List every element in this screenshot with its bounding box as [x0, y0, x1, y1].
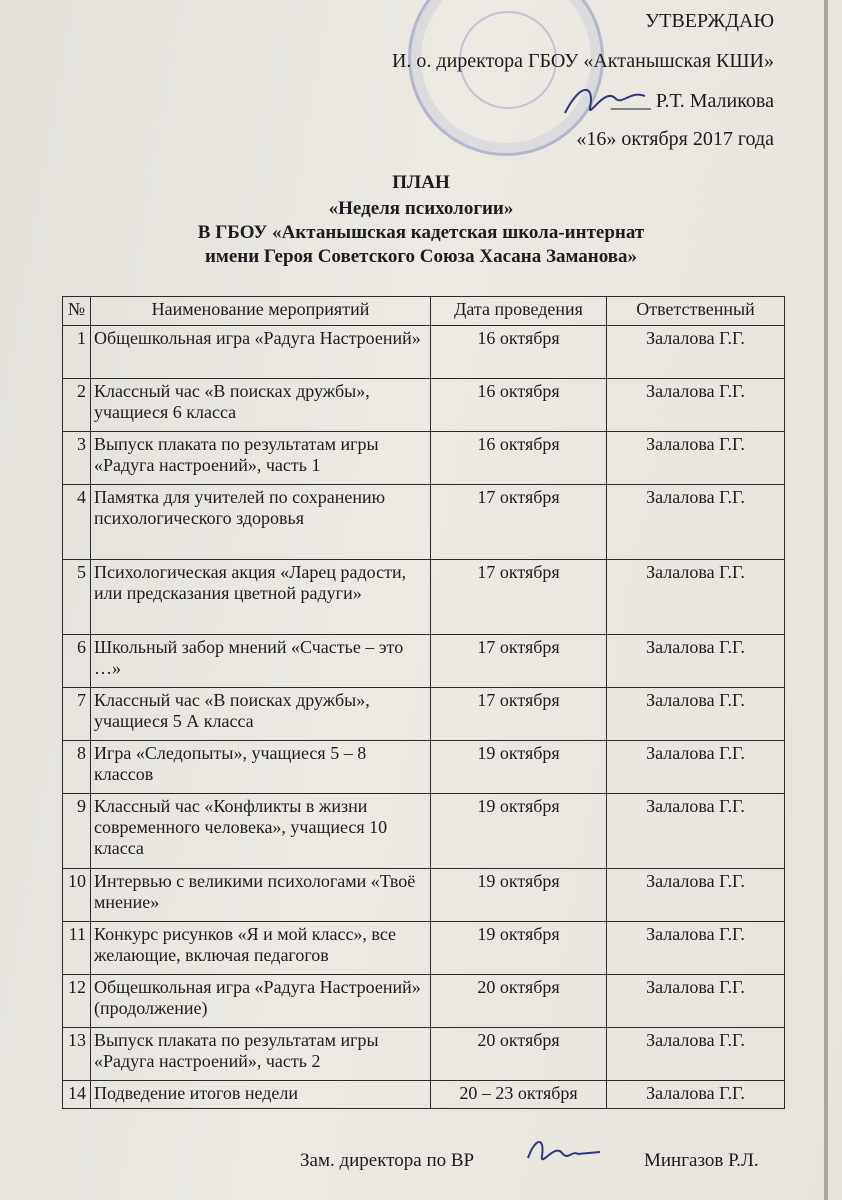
- row-responsible: Залалова Г.Г.: [607, 326, 785, 379]
- plan-title: ПЛАН: [392, 172, 450, 193]
- row-number: 14: [63, 1081, 91, 1109]
- row-date: 17 октября: [431, 560, 607, 635]
- table-row: [63, 869, 785, 922]
- row-event-name: Подведение итогов недели: [91, 1081, 431, 1109]
- row-responsible: Залалова Г.Г.: [607, 794, 785, 869]
- table-row: [63, 1081, 785, 1109]
- row-number: 2: [63, 379, 91, 432]
- row-event-name: Школьный забор мнений «Счастье – это …»: [91, 635, 431, 688]
- plan-school-line: В ГБОУ «Актанышская кадетская школа-интернат: [197, 222, 645, 243]
- header-responsible: Ответственный: [607, 297, 785, 326]
- row-number: 9: [63, 794, 91, 869]
- row-responsible: Залалова Г.Г.: [607, 560, 785, 635]
- table-row: [63, 688, 785, 741]
- row-event-name: Классный час «В поисках дружбы», учащиеся 5 А класса: [91, 688, 431, 741]
- row-event-name: Классный час «Конфликты в жизни современного человека», учащиеся 10 класса: [91, 794, 431, 869]
- table-row: [63, 326, 785, 379]
- row-responsible: Залалова Г.Г.: [607, 635, 785, 688]
- table-row: [63, 432, 785, 485]
- row-date: 16 октября: [431, 379, 607, 432]
- row-event-name: Интервью с великими психологами «Твоё мнение»: [91, 869, 431, 922]
- row-date: 16 октября: [431, 326, 607, 379]
- events-table: [62, 296, 785, 1109]
- row-number: 7: [63, 688, 91, 741]
- table-row: [63, 741, 785, 794]
- header-date: Дата проведения: [431, 297, 607, 326]
- row-event-name: Выпуск плаката по результатам игры «Радуга настроений», часть 2: [91, 1028, 431, 1081]
- row-number: 10: [63, 869, 91, 922]
- approval-date: «16» октября 2017 года: [576, 128, 774, 150]
- row-date: 20 – 23 октября: [431, 1081, 607, 1109]
- row-date: 19 октября: [431, 922, 607, 975]
- plan-school-name: имени Героя Советского Союза Хасана Заманова»: [204, 246, 638, 267]
- row-date: 19 октября: [431, 794, 607, 869]
- row-responsible: Залалова Г.Г.: [607, 688, 785, 741]
- row-responsible: Залалова Г.Г.: [607, 922, 785, 975]
- row-responsible: Залалова Г.Г.: [607, 975, 785, 1028]
- row-date: 19 октября: [431, 741, 607, 794]
- row-responsible: Залалова Г.Г.: [607, 485, 785, 560]
- table-row: [63, 379, 785, 432]
- approval-heading: УТВЕРЖДАЮ: [645, 10, 774, 32]
- row-responsible: Залалова Г.Г.: [607, 869, 785, 922]
- row-date: 17 октября: [431, 688, 607, 741]
- approver-name: Р.Т. Маликова: [655, 90, 774, 112]
- approval-position: И. о. директора ГБОУ «Актанышская КШИ»: [391, 50, 774, 72]
- table-row: [63, 922, 785, 975]
- row-number: 4: [63, 485, 91, 560]
- row-number: 1: [63, 326, 91, 379]
- row-responsible: Залалова Г.Г.: [607, 741, 785, 794]
- row-event-name: Выпуск плаката по результатам игры «Радуга настроений», часть 1: [91, 432, 431, 485]
- row-date: 16 октября: [431, 432, 607, 485]
- header-number: №: [63, 297, 91, 326]
- signature-blank: ____: [610, 90, 651, 112]
- row-responsible: Залалова Г.Г.: [607, 379, 785, 432]
- table-row: [63, 635, 785, 688]
- deputy-signature: [520, 1128, 610, 1178]
- row-number: 6: [63, 635, 91, 688]
- row-number: 11: [63, 922, 91, 975]
- row-number: 13: [63, 1028, 91, 1081]
- row-number: 5: [63, 560, 91, 635]
- table-header-row: [63, 297, 785, 326]
- row-number: 12: [63, 975, 91, 1028]
- table-row: [63, 560, 785, 635]
- row-responsible: Залалова Г.Г.: [607, 1081, 785, 1109]
- row-date: 20 октября: [431, 1028, 607, 1081]
- header-event-name: Наименование мероприятий: [91, 297, 431, 326]
- row-number: 8: [63, 741, 91, 794]
- row-responsible: Залалова Г.Г.: [607, 432, 785, 485]
- row-date: 17 октября: [431, 485, 607, 560]
- row-date: 20 октября: [431, 975, 607, 1028]
- footer-position: Зам. директора по ВР: [300, 1150, 475, 1171]
- row-event-name: Классный час «В поисках дружбы», учащиеся 6 класса: [91, 379, 431, 432]
- row-event-name: Игра «Следопыты», учащиеся 5 – 8 классов: [91, 741, 431, 794]
- row-event-name: Психологическая акция «Ларец радости, или предсказания цветной радуги»: [91, 560, 431, 635]
- row-date: 17 октября: [431, 635, 607, 688]
- table-row: [63, 794, 785, 869]
- row-responsible: Залалова Г.Г.: [607, 1028, 785, 1081]
- row-event-name: Памятка для учителей по сохранению психологического здоровья: [91, 485, 431, 560]
- row-event-name: Конкурс рисунков «Я и мой класс», все желающие, включая педагогов: [91, 922, 431, 975]
- table-row: [63, 975, 785, 1028]
- table-row: [63, 1028, 785, 1081]
- plan-subtitle: «Неделя психологии»: [328, 198, 514, 219]
- row-number: 3: [63, 432, 91, 485]
- approver-signature: [560, 78, 650, 128]
- footer-name: Мингазов Р.Л.: [644, 1150, 759, 1171]
- row-date: 19 октября: [431, 869, 607, 922]
- table-row: [63, 485, 785, 560]
- row-event-name: Общешкольная игра «Радуга Настроений» (продолжение): [91, 975, 431, 1028]
- row-event-name: Общешкольная игра «Радуга Настроений»: [91, 326, 431, 379]
